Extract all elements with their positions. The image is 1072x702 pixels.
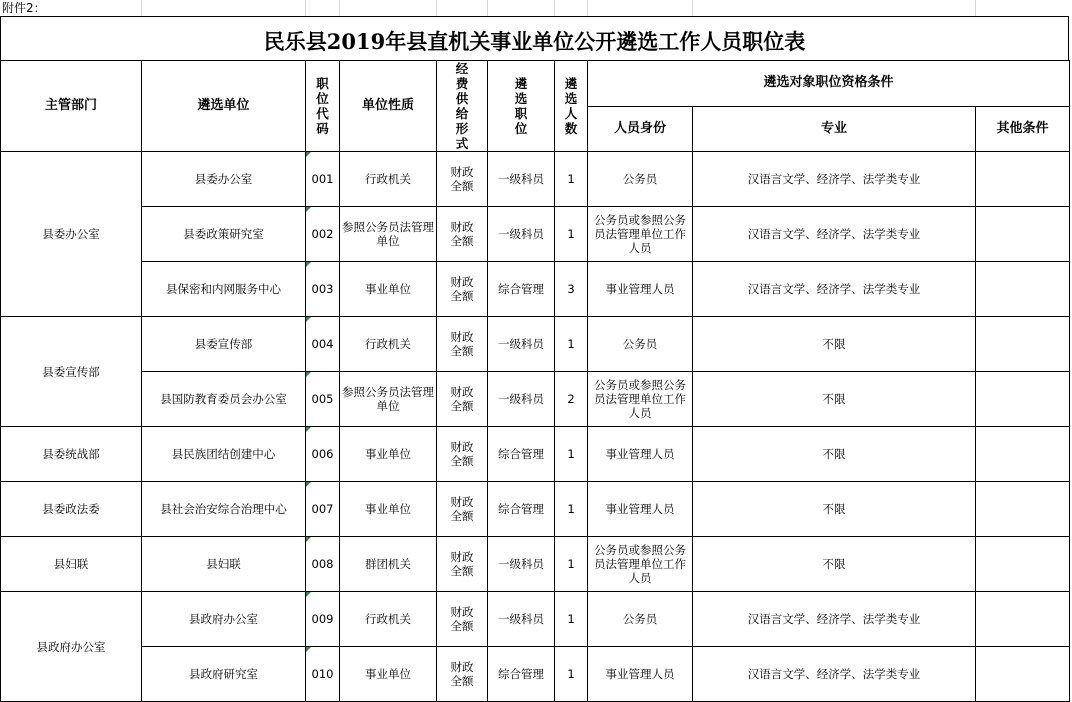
cell-other[interactable] — [976, 262, 1070, 317]
cell-funding[interactable] — [437, 647, 488, 702]
cell-funding-text: 财政全额 — [450, 330, 474, 358]
header-major[interactable]: 专业 — [693, 106, 976, 152]
cell-funding[interactable] — [437, 372, 488, 427]
cell-count[interactable]: 1 — [555, 537, 588, 592]
cell-identity[interactable] — [588, 537, 693, 592]
cell-other[interactable] — [976, 372, 1070, 427]
header-count[interactable] — [555, 61, 588, 152]
cell-code[interactable]: 007 — [306, 482, 340, 537]
cell-count[interactable]: 2 — [555, 372, 588, 427]
cell-position[interactable]: 一级科员 — [488, 372, 555, 427]
cell-nature-text: 行政机关 — [365, 172, 411, 186]
cell-code[interactable]: 006 — [306, 427, 340, 482]
cell-nature[interactable] — [340, 647, 437, 702]
cell-count[interactable]: 1 — [555, 647, 588, 702]
cell-funding[interactable] — [437, 207, 488, 262]
cell-nature-text: 行政机关 — [365, 612, 411, 626]
cell-nature-text: 行政机关 — [365, 337, 411, 351]
grid-line — [305, 0, 306, 16]
grid-line — [975, 0, 976, 16]
cell-unit[interactable]: 县国防教育委员会办公室 — [142, 372, 306, 427]
cell-other[interactable] — [976, 592, 1070, 647]
cell-dept[interactable]: 县妇联 — [1, 537, 142, 592]
grid-line — [436, 0, 437, 16]
cell-position[interactable]: 综合管理 — [488, 482, 555, 537]
header-qualifications[interactable]: 遴选对象职位资格条件 — [588, 61, 1070, 107]
cell-position[interactable]: 一级科员 — [488, 152, 555, 207]
attachment-label: 附件2： — [2, 1, 46, 15]
cell-position[interactable]: 综合管理 — [488, 427, 555, 482]
cell-nature[interactable] — [340, 592, 437, 647]
header-position-label: 遴选职位 — [514, 76, 528, 136]
table-row — [1, 207, 1070, 262]
cell-position[interactable]: 一级科员 — [488, 592, 555, 647]
cell-funding[interactable] — [437, 592, 488, 647]
cell-nature-text: 群团机关 — [365, 557, 411, 571]
cell-funding[interactable] — [437, 427, 488, 482]
cell-position[interactable]: 综合管理 — [488, 262, 555, 317]
cell-funding-text: 财政全额 — [450, 660, 474, 688]
cell-major[interactable]: 汉语言文学、经济学、法学类专业 — [693, 647, 976, 702]
cell-count[interactable]: 1 — [555, 207, 588, 262]
page-title: 民乐县2019年县直机关事业单位公开遴选工作人员职位表 — [263, 29, 806, 54]
cell-other[interactable] — [976, 427, 1070, 482]
cell-unit[interactable]: 县政府办公室 — [142, 592, 306, 647]
cell-nature-text: 参照公务员法管理单位 — [342, 385, 434, 413]
cell-unit[interactable]: 县保密和内网服务中心 — [142, 262, 306, 317]
cell-nature[interactable] — [340, 372, 437, 427]
grid-line — [487, 0, 488, 16]
cell-funding[interactable] — [437, 262, 488, 317]
header-identity[interactable]: 人员身份 — [588, 106, 693, 152]
cell-count[interactable]: 1 — [555, 482, 588, 537]
cell-major[interactable]: 汉语言文学、经济学、法学类专业 — [693, 262, 976, 317]
cell-identity[interactable] — [588, 592, 693, 647]
cell-identity[interactable] — [588, 207, 693, 262]
cell-unit[interactable]: 县民族团结创建中心 — [142, 427, 306, 482]
grid-line — [692, 0, 693, 16]
cell-code[interactable]: 002 — [306, 207, 340, 262]
header-unit[interactable]: 遴选单位 — [142, 61, 306, 152]
cell-dept[interactable]: 县委政法委 — [1, 482, 142, 537]
cell-dept[interactable]: 县委办公室 — [1, 152, 142, 317]
cell-identity[interactable] — [588, 152, 693, 207]
header-funding-label: 经费供给形式 — [455, 61, 469, 151]
cell-identity-text: 公务员或参照公务员法管理单位工作人员 — [594, 378, 686, 420]
cell-dept[interactable]: 县委统战部 — [1, 427, 142, 482]
cell-unit[interactable]: 县委宣传部 — [142, 317, 306, 372]
grid-line — [554, 0, 555, 16]
cell-code[interactable]: 001 — [306, 152, 340, 207]
cell-other[interactable] — [976, 647, 1070, 702]
cell-other[interactable] — [976, 482, 1070, 537]
cell-code[interactable]: 003 — [306, 262, 340, 317]
table-row — [1, 152, 1070, 207]
cell-identity-text: 事业管理人员 — [605, 447, 675, 461]
cell-other[interactable] — [976, 207, 1070, 262]
cell-identity-text: 事业管理人员 — [605, 282, 675, 296]
cell-major[interactable]: 不限 — [693, 427, 976, 482]
cell-identity-text: 公务员 — [622, 337, 658, 351]
cell-nature[interactable] — [340, 427, 437, 482]
title-cell[interactable] — [0, 16, 1069, 60]
table-row — [1, 427, 1070, 482]
cell-count[interactable]: 1 — [555, 317, 588, 372]
cell-funding[interactable] — [437, 317, 488, 372]
cell-nature-text: 参照公务员法管理单位 — [342, 220, 434, 248]
cell-nature[interactable] — [340, 152, 437, 207]
grid-line — [339, 0, 340, 16]
cell-major[interactable]: 不限 — [693, 537, 976, 592]
cell-identity-text: 事业管理人员 — [605, 502, 675, 516]
cell-nature[interactable] — [340, 262, 437, 317]
cell-major[interactable]: 不限 — [693, 372, 976, 427]
header-code-label: 职位代码 — [316, 76, 329, 136]
cell-code[interactable]: 005 — [306, 372, 340, 427]
cell-count[interactable]: 3 — [555, 262, 588, 317]
cell-funding-text: 财政全额 — [450, 385, 474, 413]
cell-identity[interactable] — [588, 482, 693, 537]
cell-funding-text: 财政全额 — [450, 550, 474, 578]
table-row — [1, 592, 1070, 647]
cell-code[interactable]: 010 — [306, 647, 340, 702]
header-position[interactable] — [488, 61, 555, 152]
cell-position[interactable]: 一级科员 — [488, 317, 555, 372]
cell-nature[interactable] — [340, 482, 437, 537]
cell-code[interactable]: 009 — [306, 592, 340, 647]
header-dept[interactable]: 主管部门 — [1, 61, 142, 152]
cell-dept[interactable]: 县政府办公室 — [1, 592, 142, 702]
table-row — [1, 262, 1070, 317]
cell-nature-text: 事业单位 — [365, 502, 411, 516]
cell-count[interactable]: 1 — [555, 427, 588, 482]
cell-other[interactable] — [976, 537, 1070, 592]
cell-funding-text: 财政全额 — [450, 165, 474, 193]
table-row — [1, 537, 1070, 592]
cell-code[interactable]: 008 — [306, 537, 340, 592]
cell-funding-text: 财政全额 — [450, 275, 474, 303]
grid-line — [587, 0, 588, 16]
table-row — [1, 647, 1070, 702]
cell-identity-text: 公务员或参照公务员法管理单位工作人员 — [594, 543, 686, 585]
table-row — [1, 317, 1070, 372]
cell-code[interactable]: 004 — [306, 317, 340, 372]
cell-unit[interactable]: 县委政策研究室 — [142, 207, 306, 262]
header-code[interactable] — [306, 61, 340, 152]
cell-identity[interactable] — [588, 647, 693, 702]
cell-funding-text: 财政全额 — [450, 440, 474, 468]
cell-identity[interactable] — [588, 317, 693, 372]
cell-identity-text: 公务员 — [622, 612, 658, 626]
cell-unit[interactable]: 县政府研究室 — [142, 647, 306, 702]
table-row — [1, 372, 1070, 427]
cell-nature-text: 事业单位 — [365, 667, 411, 681]
cell-major[interactable]: 不限 — [693, 317, 976, 372]
cell-count[interactable]: 1 — [555, 152, 588, 207]
cell-identity[interactable] — [588, 427, 693, 482]
cell-identity[interactable] — [588, 372, 693, 427]
cell-unit[interactable]: 县妇联 — [142, 537, 306, 592]
cell-count[interactable]: 1 — [555, 592, 588, 647]
cell-funding[interactable] — [437, 482, 488, 537]
cell-major[interactable]: 汉语言文学、经济学、法学类专业 — [693, 152, 976, 207]
cell-funding[interactable] — [437, 152, 488, 207]
cell-nature-text: 事业单位 — [365, 282, 411, 296]
cell-nature[interactable] — [340, 207, 437, 262]
cell-dept[interactable]: 县委宣传部 — [1, 317, 142, 427]
header-nature[interactable]: 单位性质 — [340, 61, 437, 152]
cell-unit[interactable]: 县社会治安综合治理中心 — [142, 482, 306, 537]
cell-position[interactable]: 一级科员 — [488, 207, 555, 262]
cell-identity-text: 公务员或参照公务员法管理单位工作人员 — [594, 213, 686, 255]
cell-major[interactable]: 汉语言文学、经济学、法学类专业 — [693, 207, 976, 262]
cell-position[interactable]: 一级科员 — [488, 537, 555, 592]
cell-identity[interactable] — [588, 262, 693, 317]
cell-other[interactable] — [976, 317, 1070, 372]
cell-nature[interactable] — [340, 537, 437, 592]
cell-identity-text: 事业管理人员 — [605, 667, 675, 681]
cell-major[interactable]: 汉语言文学、经济学、法学类专业 — [693, 592, 976, 647]
cell-identity-text: 公务员 — [622, 172, 658, 186]
cell-nature[interactable] — [340, 317, 437, 372]
cell-funding[interactable] — [437, 537, 488, 592]
header-funding[interactable] — [437, 61, 488, 152]
grid-line — [141, 0, 142, 16]
header-count-label: 遴选人数 — [564, 76, 578, 136]
cell-unit[interactable]: 县委办公室 — [142, 152, 306, 207]
cell-major[interactable]: 不限 — [693, 482, 976, 537]
cell-funding-text: 财政全额 — [450, 605, 474, 633]
cell-nature-text: 事业单位 — [365, 447, 411, 461]
cell-position[interactable]: 综合管理 — [488, 647, 555, 702]
table-row — [1, 482, 1070, 537]
cell-other[interactable] — [976, 152, 1070, 207]
cell-funding-text: 财政全额 — [450, 220, 474, 248]
header-other[interactable]: 其他条件 — [976, 106, 1070, 152]
cell-funding-text: 财政全额 — [450, 495, 474, 523]
positions-table — [0, 60, 1070, 702]
